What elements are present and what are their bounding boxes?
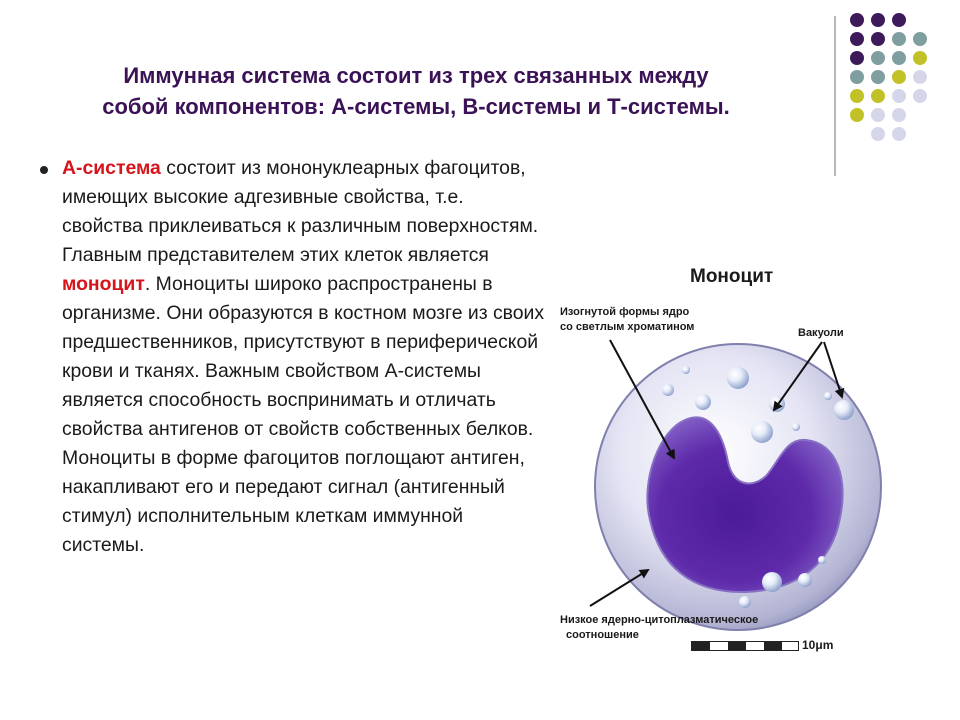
decorative-dot (871, 127, 885, 141)
nucleus-label (560, 305, 694, 335)
decorative-dot (871, 51, 885, 65)
decorative-dot (871, 108, 885, 122)
decorative-dot (892, 127, 906, 141)
vacuole (824, 392, 832, 400)
decorative-dot (892, 108, 906, 122)
decorative-dot (850, 13, 864, 27)
body-paragraph (62, 154, 547, 560)
slide-title-line-1: Иммунная система состоит из трех связанных между (123, 63, 709, 88)
ratio-label-line-2: соотношение (566, 629, 639, 641)
slide-title (10, 60, 822, 122)
vacuole (682, 366, 690, 374)
decorative-dot (850, 108, 864, 122)
bullet-icon (40, 166, 48, 174)
vacuole (695, 394, 711, 410)
body-text-part-1: состоит из мононуклеарных фагоцитов, имеющих высокие адгезивные свойства, т.е. свойства приклеиваться к различным поверхностям. Главным представителем этих клеток является (62, 157, 539, 266)
scale-label: 10μm (802, 638, 834, 652)
vacuole (739, 596, 751, 608)
decorative-dot (913, 70, 927, 84)
nucleus-label-line-1: Изогнутой формы ядро (560, 306, 690, 318)
vacuole (762, 572, 782, 592)
decorative-dot (871, 32, 885, 46)
decorative-dot (913, 51, 927, 65)
slide-title-line-2: собой компонентов: А-системы, В-системы и Т-системы. (102, 94, 730, 119)
decorative-dot (892, 70, 906, 84)
decorative-dot (850, 89, 864, 103)
vacuole (834, 400, 854, 420)
nucleus-label-line-2: со светлым хроматином (560, 321, 695, 333)
decorative-dot (850, 70, 864, 84)
figure-title: Моноцит (690, 266, 774, 287)
decorative-dot (871, 70, 885, 84)
decorative-dot (850, 32, 864, 46)
vacuole (798, 573, 812, 587)
ratio-label-line-1: Низкое ядерно-цитоплазматическое (560, 614, 759, 626)
decorative-dot-grid (850, 13, 950, 163)
ratio-label (560, 613, 758, 643)
decorative-dot (892, 32, 906, 46)
vacuoles-label: Вакуоли (798, 327, 844, 339)
vacuole (662, 384, 674, 396)
vacuole (727, 367, 749, 389)
decorative-dot (892, 89, 906, 103)
vacuole (751, 421, 773, 443)
decorative-dot (871, 13, 885, 27)
lead-term: А-система (62, 157, 161, 179)
decorative-dot (892, 13, 906, 27)
scale-bar (691, 641, 799, 651)
body-text-part-2: . Моноциты широко распространены в организме. Они образуются в костном мозге из своих предшественников, присутствуют в периферической крови и тканях. Важным свойством А-системы является способность воспринимать и отличать свойства антигенов от свойств собственных белков. Моноциты в форме фагоцитов поглощают антиген, накапливают его и передают сигнал (антигенный стимул) исполнительным клеткам иммунной системы. (62, 273, 545, 556)
decorative-dot (892, 51, 906, 65)
vacuole (818, 556, 826, 564)
highlight-term: моноцит (62, 273, 145, 295)
vacuole (792, 423, 800, 431)
divider-line (834, 16, 836, 176)
decorative-dot (913, 32, 927, 46)
decorative-dot (850, 51, 864, 65)
decorative-dot (871, 89, 885, 103)
decorative-dot (913, 89, 927, 103)
